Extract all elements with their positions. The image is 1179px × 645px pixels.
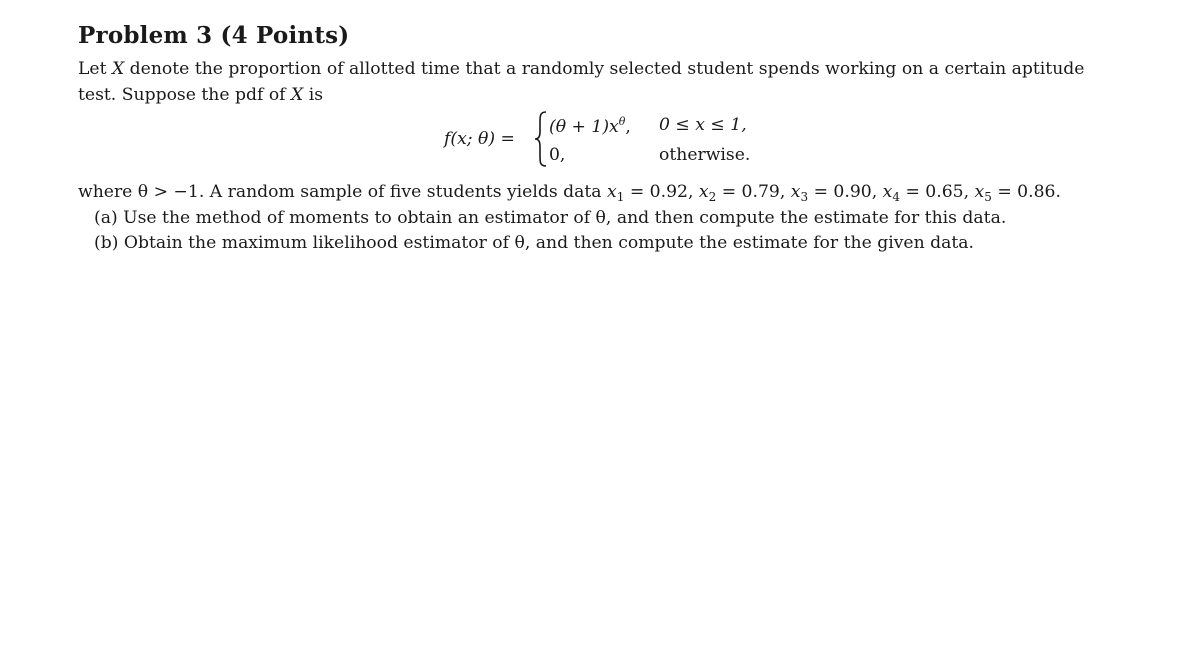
case1-var: x [609, 117, 619, 137]
data-var-5: x [974, 182, 985, 202]
left-brace-icon [533, 110, 549, 168]
data-val-1: = 0.92, [624, 182, 699, 202]
pdf-lhs: f(x; θ) = [444, 129, 515, 149]
problem-title: Problem 3 (4 Points) [78, 22, 350, 49]
part-b: (b) Obtain the maximum likelihood estimator of θ, and then compute the estimate for the given data. [94, 233, 974, 253]
data-line [78, 182, 1061, 204]
data-sub-1: 1 [616, 190, 625, 204]
case1-comma: , [625, 117, 631, 137]
intro-line-1-suffix: denote the proportion of allotted time that a randomly selected student spends working on a certain aptitude [124, 59, 1085, 79]
pdf-case-2-expr: 0, [549, 145, 566, 165]
pdf-case-1-expr [549, 115, 631, 137]
data-line-prefix: where θ > −1. A random sample of five students yields data [78, 182, 608, 202]
data-val-2: = 0.79, [716, 182, 791, 202]
data-var-3: x [790, 182, 801, 202]
data-sub-5: 5 [984, 190, 992, 204]
data-var-4: x [882, 182, 893, 202]
variable-X-2: X [291, 85, 304, 105]
data-val-3: = 0.90, [808, 182, 883, 202]
intro-line-1 [78, 59, 1084, 79]
data-sub-4: 4 [892, 190, 900, 204]
data-sub-3: 3 [800, 190, 809, 204]
pdf-case-2-condition: otherwise. [659, 145, 751, 165]
data-sub-2: 2 [708, 190, 717, 204]
intro-line-2-prefix: test. Suppose the pdf of [78, 85, 291, 105]
data-var-2: x [698, 182, 709, 202]
intro-line-2 [78, 85, 323, 105]
intro-line-2-suffix: is [303, 85, 324, 105]
pdf-case-1-condition: 0 ≤ x ≤ 1, [659, 115, 747, 135]
variable-X: X [111, 59, 125, 79]
case1-exponent: θ [618, 115, 626, 128]
case1-factor: (θ + 1) [549, 117, 610, 137]
data-val-5: = 0.86. [991, 182, 1061, 202]
data-var-1: x [607, 182, 617, 202]
part-a: (a) Use the method of moments to obtain an estimator of θ, and then compute the estimate for this data. [94, 208, 1007, 228]
data-val-4: = 0.65, [899, 182, 975, 202]
intro-line-1-prefix: Let [78, 59, 112, 79]
